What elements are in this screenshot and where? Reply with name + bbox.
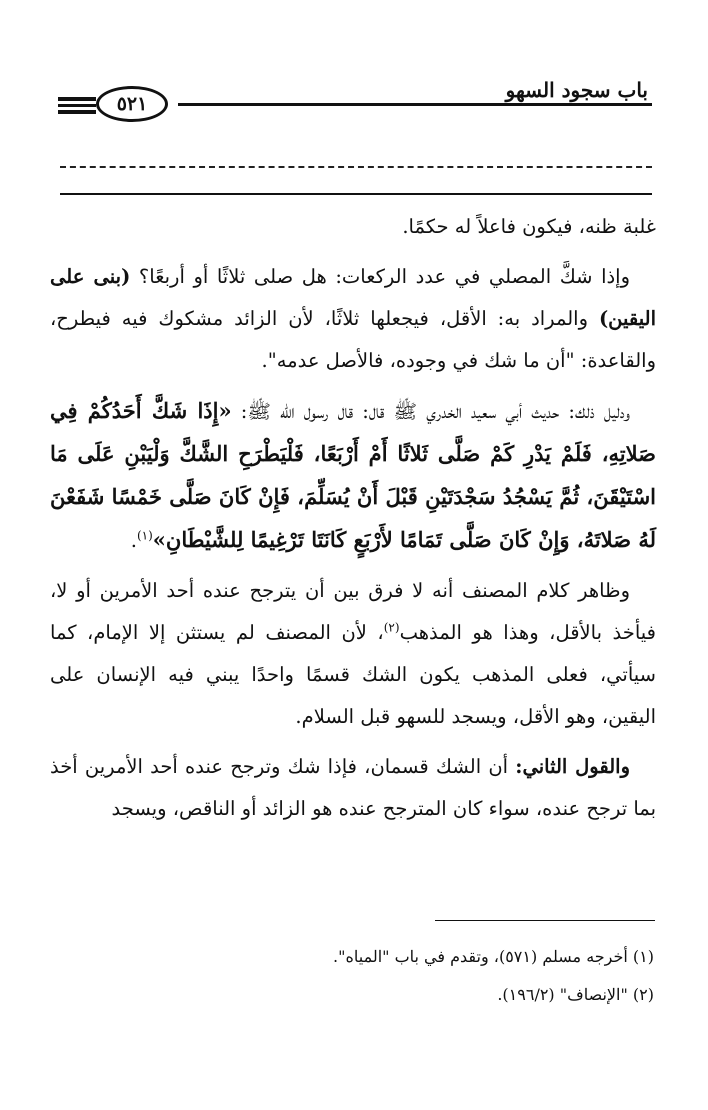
main-text <box>50 206 656 830</box>
chapter-title: باب سجود السهو <box>505 78 648 102</box>
paragraph-5-text: أن الشك قسمان، فإذا شك وترجح عنده أحد الأمرين أخذ بما ترجح عنده، سواء كان المترجح عنده هو الزائد أو الناقص، ويسجد <box>50 755 656 820</box>
hadith-end: . <box>130 529 137 552</box>
paragraph-2-explanation: والمراد به: الأقل، فيجعلها ثلاثًا، لأن الزائد مشكوك فيه فيطرح، والقاعدة: "أن ما شك في وجوده، فالأصل عدمه". <box>50 307 656 372</box>
paragraph-4-rest: ، لأن المصنف لم يستثن إلا الإمام، كما سيأتي، فعلى المذهب يكون الشك قسمًا واحدًا يبني فيه الإنسان على اليقين، وهو الأقل، ويسجد للسهو قبل السلام. <box>50 621 656 728</box>
dashed-divider <box>60 166 652 168</box>
matn-quote: (بنى على اليقين) <box>50 265 657 330</box>
paragraph-2 <box>50 256 656 382</box>
paragraph-4 <box>50 570 656 738</box>
footnote-1: (١) أخرجه مسلم (٥٧١)، وتقدم في باب "المياه". <box>333 947 654 966</box>
paragraph-3 <box>50 390 656 562</box>
paragraph-4-text: وظاهر كلام المصنف أنه لا فرق بين أن يترجح عنده أحد الأمرين أو لا، فيأخذ بالأقل، وهذا هو المذهب <box>50 579 656 644</box>
paragraph-2-text: وإذا شكَّ المصلي في عدد الركعات: هل صلى ثلاثًا أو أربعًا؟ <box>138 265 631 288</box>
header-rule-ornament <box>58 104 96 107</box>
page-number: ٥٢١ <box>116 93 148 115</box>
header-rule <box>178 103 652 106</box>
hadith-intro: ودليل ذلك: حديث أبي سعيد الخدري ﷺ قال: قال رسول الله ﷺ: <box>240 400 630 423</box>
paragraph-1: غلبة ظنه، فيكون فاعلاً له حكمًا. <box>402 215 656 238</box>
paragraph-5 <box>50 746 656 830</box>
footnote-ref-2: (٢) <box>383 620 400 635</box>
footnotes <box>54 938 654 1014</box>
second-opinion-label: والقول الثاني: <box>515 755 631 778</box>
footnote-ref-1: (١) <box>136 528 153 543</box>
header-rule-ornament <box>58 97 96 101</box>
page-number-oval <box>96 86 168 122</box>
footnote-2: (٢) "الإنصاف" (١٩٦/٢). <box>497 985 654 1004</box>
header-rule-ornament <box>58 110 96 114</box>
solid-divider <box>60 193 652 195</box>
hadith-text: «إِذَا شَكَّ أَحَدُكُمْ فِي صَلاتِهِ، فَلَمْ يَدْرِ كَمْ صَلَّى ثَلاثًا أَمْ أَرْبَعًا، فَلْيَطْرَحِ الشَّكَّ وَلْيَبْنِ عَلَى مَا اسْتَيْقَنَ، ثُمَّ يَسْجُدُ سَجْدَتَيْنِ قَبْلَ أَنْ يُسَلِّمَ، فَإِنْ كَانَ صَلَّى خَمْسًا شَفَعْنَ لَهُ صَلاتَهُ، وَإِنْ كَانَ صَلَّى تَمَامًا لأَرْبَعٍ كَانَتَا تَرْغِيمًا لِلشَّيْطَانِ» <box>50 398 656 552</box>
footnote-rule <box>435 920 655 921</box>
